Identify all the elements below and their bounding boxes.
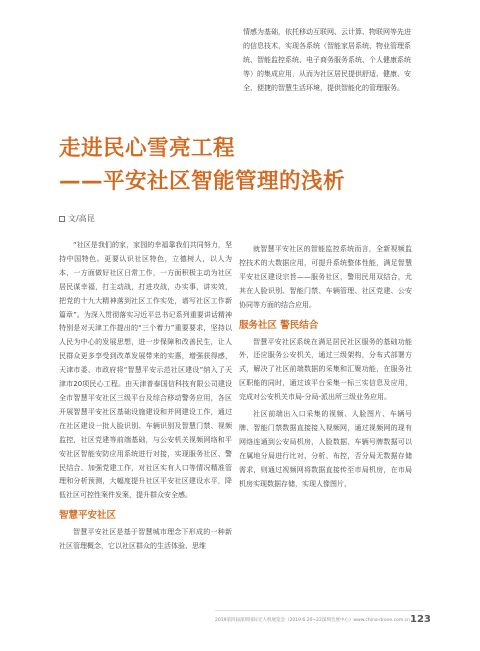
body-paragraph: 社区前端出入口采集的视频、人脸图片、车辆号牌、智能门禁数据直接接入视频网，通过视频网的现有网络连通到公安局机房，人脸数据、车辆号牌数据可以在属地分局进行比对、分析、布控，否分局无数据存储需求，则通过视频网将数据直接传至市局机房，在市局机房实现数据存储，实现人像图片、 xyxy=(239,410,412,488)
title-line-1: 走进民心雪亮工程 xyxy=(59,136,236,161)
right-column xyxy=(239,243,412,495)
left-column xyxy=(59,239,232,557)
body-paragraph: 智慧平安社区是基于智慧城市理念下形成的一种新社区管理概念，它以社区群众的生活体验、思维 xyxy=(59,528,232,551)
body-paragraph: “社区是我们的家，家园的幸福靠我们共同努力，坚持中国特色。更要认识社区特色，立德树人，以人为本，一方面做好社区日常工作，一方面积极主动为社区居民谋幸福，打主动战，打进攻战，办实事，讲实效，把党的十九大精神落到社区工作实处，谱写社区工作新篇章”。为深入贯彻落实习近平总书记系列重要讲话精神特别是对天津工作提出的“三个着力”重要要求，坚持以人民为中心的发展思想，进一步保障和改善民生，让人民群众更多享受到改革发展带来的实惠，增强获得感，天津市委、市政府将“智慧平安示范社区建设”纳入了天津市20项民心工程。由天津普泰国信科技有限公司建设全市智慧平安社区三级平台及综合移动警务应用，各区开展智慧平安社区基础设施建设和并网建设工作，通过在社区建设一批人脸识别、车辆识别及智慧门禁、视频监控，社区党建等前端基础，与公安机关视频网络和平安社区智能安防应用系统进行对接，实现服务社区、警民结合、加强党建工作，对社区实有人口等情况精准管理和分析预测，大幅度提升社区平安社区建设水平，降低社区可控性案件发案，提升群众安全感。 xyxy=(59,241,232,500)
continued-column xyxy=(243,26,411,99)
article-title xyxy=(59,138,429,192)
footer-text: 2019第四届深圳国际无人机展览会（2019.6.20~22深圳会展中心）www.china-drone.com.cn xyxy=(215,617,410,623)
square-bullet-icon xyxy=(59,216,65,222)
page-footer xyxy=(215,610,431,625)
page-number: 123 xyxy=(410,614,431,625)
author-byline xyxy=(59,213,95,224)
title-line-2: ——平安社区智能管理的浅析 xyxy=(59,168,346,194)
body-paragraph: 就智慧平安社区的智能监控系统而言，全新视频监控技术的大数据应用，可提升系统整体性能，满足智慧平安社区建设宗旨——服务社区，警用民用双结合，尤其在人脸识别、智能门禁、车辆管理、社区党建、公安协同等方面的结合应用。 xyxy=(239,245,412,309)
section-heading: 服务社区 警民结合 xyxy=(239,319,319,331)
continued-paragraph: 情感为基础，依托移动互联网、云计算、物联网等先进的信息技术，实现各系统（智能家居系统、物业管理系统、智能监控系统、电子商务服务系统、个人健康系统等）的集成应用，从而为社区居民提供舒适、健康、安全、便捷的智慧生活环境，提供智能化的管理服务。 xyxy=(243,28,411,92)
body-paragraph: 智慧平安社区系统在满足居民社区服务的基础功能外，还应服务公安机关，通过三级架构，分布式部署方式，解决了社区前端数据的采集和汇聚功能，在服务社区职能的同时，通过该平台采集一标三实信息及应用，完成对公安机关市局-分局-派出所三级业务应用。 xyxy=(239,337,412,402)
author-name: 文/高昆 xyxy=(68,214,95,223)
section-heading: 智慧平安社区 xyxy=(59,510,117,522)
